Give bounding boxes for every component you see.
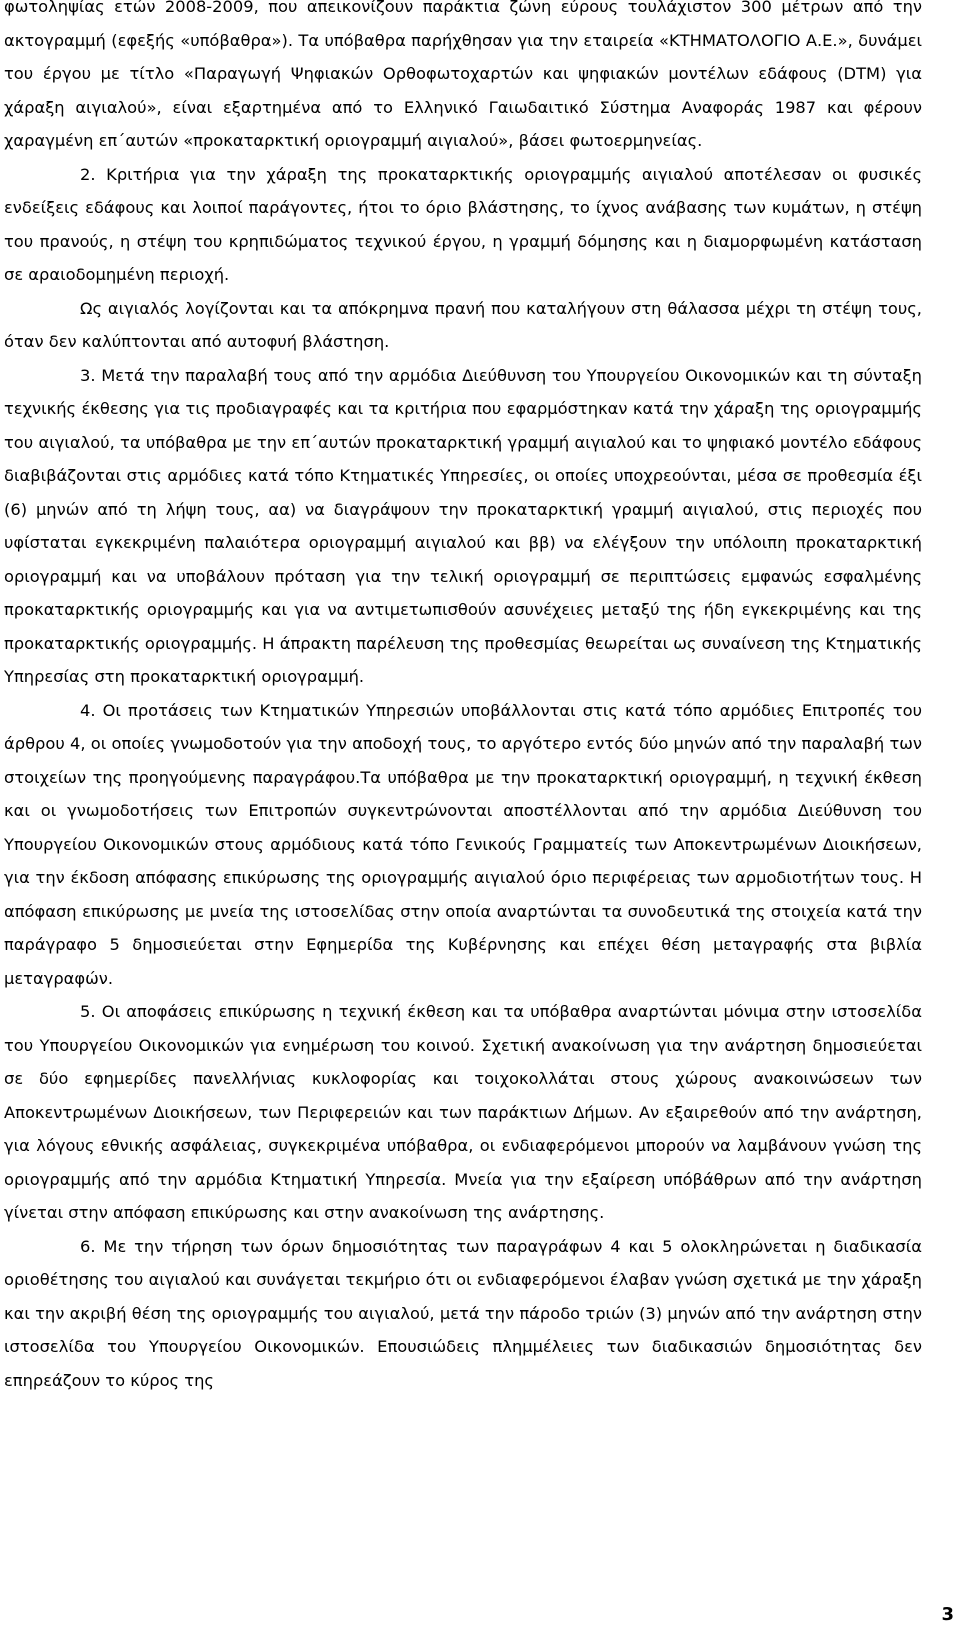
paragraph-4: 4. Οι προτάσεις των Κτηματικών Υπηρεσιών υποβάλλονται στις κατά τόπο αρμόδιες Επιτροπές του άρθρου 4, οι οποίες γνωμοδοτούν για την αποδοχή τους, το αργότερο εντός δύο μηνών από την παραλαβή των στοιχείων της προηγούμενης παραγράφου.Τα υπόβαθρα με την προκαταρκτική οριογραμμή, η τεχνική έκθεση και οι γνωμοδοτήσεις των Επιτροπών συγκεντρώνονται αποστέλλονται από την αρμόδια Διεύθυνση του Υπουργείου Οικονομικών στους αρμόδιους κατά τόπο Γενικούς Γραμματείς των Αποκεντρωμένων Διοικήσεων, για την έκδοση απόφασης επικύρωσης της οριογραμμής αιγιαλού όριο περιφέρειας των αρμοδιοτήτων τους. Η απόφαση επικύρωσης με μνεία της ιστοσελίδας στην οποία αναρτώνται τα συνοδευτικά της στοιχεία κατά την παράγραφο 5 δημοσιεύεται στην Εφημερίδα της Κυβέρνησης και επέχει θέση μεταγραφής στα βιβλία μεταγραφών. xyxy=(4,700,922,988)
page-number: 3 xyxy=(941,1604,954,1625)
paragraph-2b: Ως αιγιαλός λογίζονται και τα απόκρημνα πρανή που καταλήγουν στη θάλασσα μέχρι τη στέψη τους, όταν δεν καλύπτονται από αυτοφυή βλάστηση. xyxy=(4,298,922,351)
paragraph-6: 6. Με την τήρηση των όρων δημοσιότητας των παραγράφων 4 και 5 ολοκληρώνεται η διαδικασία οριοθέτησης του αιγιαλού και συνάγεται τεκμήριο ότι οι ενδιαφερόμενοι έλαβαν γνώση σχετικά με την χάραξη και την ακριβή θέση της οριογραμμής του αιγιαλού, μετά την πάροδο τριών (3) μηνών από την ανάρτηση στην ιστοσελίδα του Υπουργείου Οικονομικών. Επουσιώδεις πλημμέλειες των διαδικασιών δημοσιότητας δεν επηρεάζουν το κύρος της xyxy=(4,1236,922,1390)
paragraph-3: 3. Μετά την παραλαβή τους από την αρμόδια Διεύθυνση του Υπουργείου Οικονομικών και τη σύνταξη τεχνικής έκθεσης για τις προδιαγραφές και τα κριτήρια που εφαρμόστηκαν κατά την χάραξη της οριογραμμής του αιγιαλού, τα υπόβαθρα με την επ΄αυτών προκαταρκτική γραμμή αιγιαλού και το ψηφιακό μοντέλο εδάφους διαβιβάζονται στις αρμόδιες κατά τόπο Κτηματικές Υπηρεσίες, οι οποίες υποχρεούνται, μέσα σε προθεσμία έξι (6) μηνών από τη λήψη τους, αα) να διαγράψουν την προκαταρκτική γραμμή αιγιαλού, στις περιοχές που υφίσταται εγκεκριμένη παλαιότερα οριογραμμή αιγιαλού και ββ) να ελέγξουν την υπόλοιπη προκαταρκτική οριογραμμή και να υποβάλουν πρόταση για την τελική οριογραμμή σε περιπτώσεις εμφανώς εσφαλμένης προκαταρκτικής οριογραμμής και για να αντιμετωπισθούν ασυνέχειες μεταξύ της ήδη εγκεκριμένης και της προκαταρκτικής οριογραμμής. Η άπρακτη παρέλευση της προθεσμίας θεωρείται ως συναίνεση της Κτηματικής Υπηρεσίας στη προκαταρκτική οριογραμμή. xyxy=(4,365,922,686)
paragraph-continuation: φωτοληψίας ετών 2008-2009, που απεικονίζουν παράκτια ζώνη εύρους τουλάχιστον 300 μέτρων από την ακτογραμμή (εφεξής «υπόβαθρα»). Τα υπόβαθρα παρήχθησαν για την εταιρεία «ΚΤΗΜΑΤΟΛΟΓΙΟ Α.Ε.», δυνάμει του έργου με τίτλο «Παραγωγή Ψηφιακών Ορθοφωτοχαρτών και ψηφιακών μοντέλων εδάφους (DTM) για χάραξη αιγιαλού», είναι εξαρτημένα από το Ελληνικό Γαιωδαιτικό Σύστημα Αναφοράς 1987 και φέρουν χαραγμένη επ΄αυτών «προκαταρκτική οριογραμμή αιγιαλού», βάσει φωτοερμηνείας. xyxy=(4,0,922,150)
body-text xyxy=(4,0,922,1397)
paragraph-2: 2. Κριτήρια για την χάραξη της προκαταρκτικής οριογραμμής αιγιαλού αποτέλεσαν οι φυσικές ενδείξεις εδάφους και λοιποί παράγοντες, ήτοι το όριο βλάστησης, το ίχνος ανάβασης των κυμάτων, η στέψη του πρανούς, η στέψη του κρηπιδώματος τεχνικού έργου, η γραμμή δόμησης και η διαμορφωμένη κατάσταση σε αραιοδομημένη περιοχή. xyxy=(4,164,922,284)
paragraph-5: 5. Οι αποφάσεις επικύρωσης η τεχνική έκθεση και τα υπόβαθρα αναρτώνται μόνιμα στην ιστοσελίδα του Υπουργείου Οικονομικών για ενημέρωση του κοινού. Σχετική ανακοίνωση για την ανάρτηση δημοσιεύεται σε δύο εφημερίδες πανελλήνιας κυκλοφορίας και τοιχοκολλάται στους χώρους ανακοινώσεων των Αποκεντρωμένων Διοικήσεων, των Περιφερειών και των παράκτιων Δήμων. Αν εξαιρεθούν από την ανάρτηση, για λόγους εθνικής ασφάλειας, συγκεκριμένα υπόβαθρα, οι ενδιαφερόμενοι μπορούν να λαμβάνουν γνώση της οριογραμμής από την αρμόδια Κτηματική Υπηρεσία. Μνεία για την εξαίρεση υπόβάθρων από την ανάρτηση γίνεται στην απόφαση επικύρωσης και στην ανακοίνωση της ανάρτησης. xyxy=(4,1002,922,1222)
